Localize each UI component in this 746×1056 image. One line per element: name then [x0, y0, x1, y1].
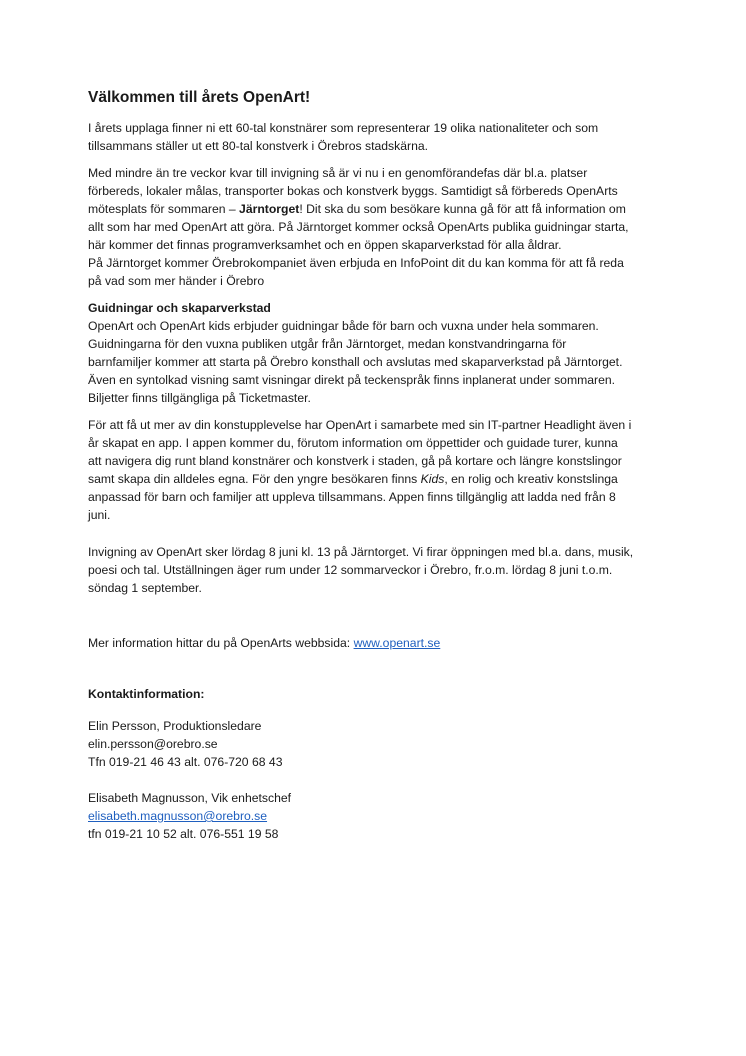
prep-text: ! Dit ska du som besökare kunna gå för att få information om — [299, 202, 626, 216]
contact-heading-paragraph — [88, 685, 663, 703]
app-line: För att få ut mer av din konstupplevelse har OpenArt i samarbete med sin IT-partner Headlight även i — [88, 418, 632, 432]
opening-line: söndag 1 september. — [88, 581, 202, 595]
app-line: juni. — [88, 508, 111, 522]
app-text: , en rolig och kreativ konstslinga — [444, 472, 618, 486]
app-line: anpassad för barn och familjer att uppleva tillsammans. Appen finns tillgänglig att ladda ned från 8 — [88, 490, 616, 504]
contact-person-2 — [88, 789, 663, 843]
contact-name: Elin Persson, Produktionsledare — [88, 719, 262, 733]
guidance-line: OpenArt och OpenArt kids erbjuder guidningar både för barn och vuxna under hela sommaren. — [88, 319, 599, 333]
prep-line: här kommer det finnas programverksamhet och en öppen skaparverkstad för alla åldrar. — [88, 238, 562, 252]
document-page — [88, 88, 663, 843]
prep-line: På Järntorget kommer Örebrokompaniet även erbjuda en InfoPoint dit du kan komma för att få reda — [88, 256, 624, 270]
contact-name: Elisabeth Magnusson, Vik enhetschef — [88, 791, 292, 805]
guidance-paragraph — [88, 299, 663, 407]
contact-email-link[interactable]: elisabeth.magnusson@orebro.se — [88, 809, 268, 823]
jarntorget-emphasis: Järntorget — [239, 202, 300, 216]
prep-text: mötesplats för sommaren – — [88, 202, 240, 216]
more-info-line — [88, 634, 663, 652]
website-link[interactable]: www.openart.se — [353, 636, 441, 650]
contact-phone: Tfn 019-21 46 43 alt. 076-720 68 43 — [88, 755, 283, 769]
app-text: samt skapa din alldeles egna. För den yngre besökaren finns — [88, 472, 421, 486]
app-line — [88, 470, 663, 488]
guidance-line: Guidningarna för den vuxna publiken utgår från Järntorget, medan konstvandringarna för — [88, 337, 567, 351]
more-info-paragraph — [88, 634, 663, 652]
app-line: att navigera dig runt bland konstnärer och konstverk i staden, gå på kortare och längre konstslingor — [88, 454, 622, 468]
contact-heading: Kontaktinformation: — [88, 687, 205, 701]
intro-paragraph — [88, 119, 663, 155]
guidance-line: barnfamiljer kommer att starta på Örebro konsthall och avslutas med skaparverkstad på Järntorget. — [88, 355, 623, 369]
intro-line: tillsammans ställer ut ett 80-tal konstverk i Örebros stadskärna. — [88, 139, 429, 153]
kids-emphasis: Kids — [420, 472, 445, 486]
contact-email: elin.persson@orebro.se — [88, 737, 218, 751]
document-title: Välkommen till årets OpenArt! — [88, 89, 311, 106]
contact-phone: tfn 019-21 10 52 alt. 076-551 19 58 — [88, 827, 279, 841]
prep-line: förbereds, lokaler målas, transporter bokas och konstverk byggs. Samtidigt så förbereds OpenArts — [88, 184, 618, 198]
opening-line: poesi och tal. Utställningen äger rum under 12 sommarveckor i Örebro, fr.o.m. lördag 8 juni t.o.m. — [88, 563, 613, 577]
prep-line: på vad som mer händer i Örebro — [88, 274, 265, 288]
guidance-line: Även en syntolkad visning samt visningar direkt på teckenspråk finns inplanerat under sommaren. — [88, 373, 616, 387]
prep-line: Med mindre än tre veckor kvar till invigning så är vi nu i en genomförandefas där bl.a. platser — [88, 166, 588, 180]
intro-line: I årets upplaga finner ni ett 60-tal konstnärer som representerar 19 olika nationaliteter och som — [88, 121, 599, 135]
contact-person-1 — [88, 717, 663, 771]
app-paragraph — [88, 416, 663, 524]
guidance-heading: Guidningar och skaparverkstad — [88, 301, 271, 315]
opening-paragraph — [88, 543, 663, 597]
guidance-line: Biljetter finns tillgängliga på Ticketmaster. — [88, 391, 311, 405]
more-info-text: Mer information hittar du på OpenArts webbsida: — [88, 636, 354, 650]
prep-line — [88, 200, 663, 218]
app-line: år skapat en app. I appen kommer du, förutom information om öppettider och guidade turer, kunna — [88, 436, 618, 450]
opening-line: Invigning av OpenArt sker lördag 8 juni kl. 13 på Järntorget. Vi firar öppningen med bl.a. dans, musik, — [88, 545, 634, 559]
prep-line: allt som har med OpenArt att göra. På Järntorget kommer också OpenArts publika guidningar starta, — [88, 220, 629, 234]
preparation-paragraph — [88, 164, 663, 290]
